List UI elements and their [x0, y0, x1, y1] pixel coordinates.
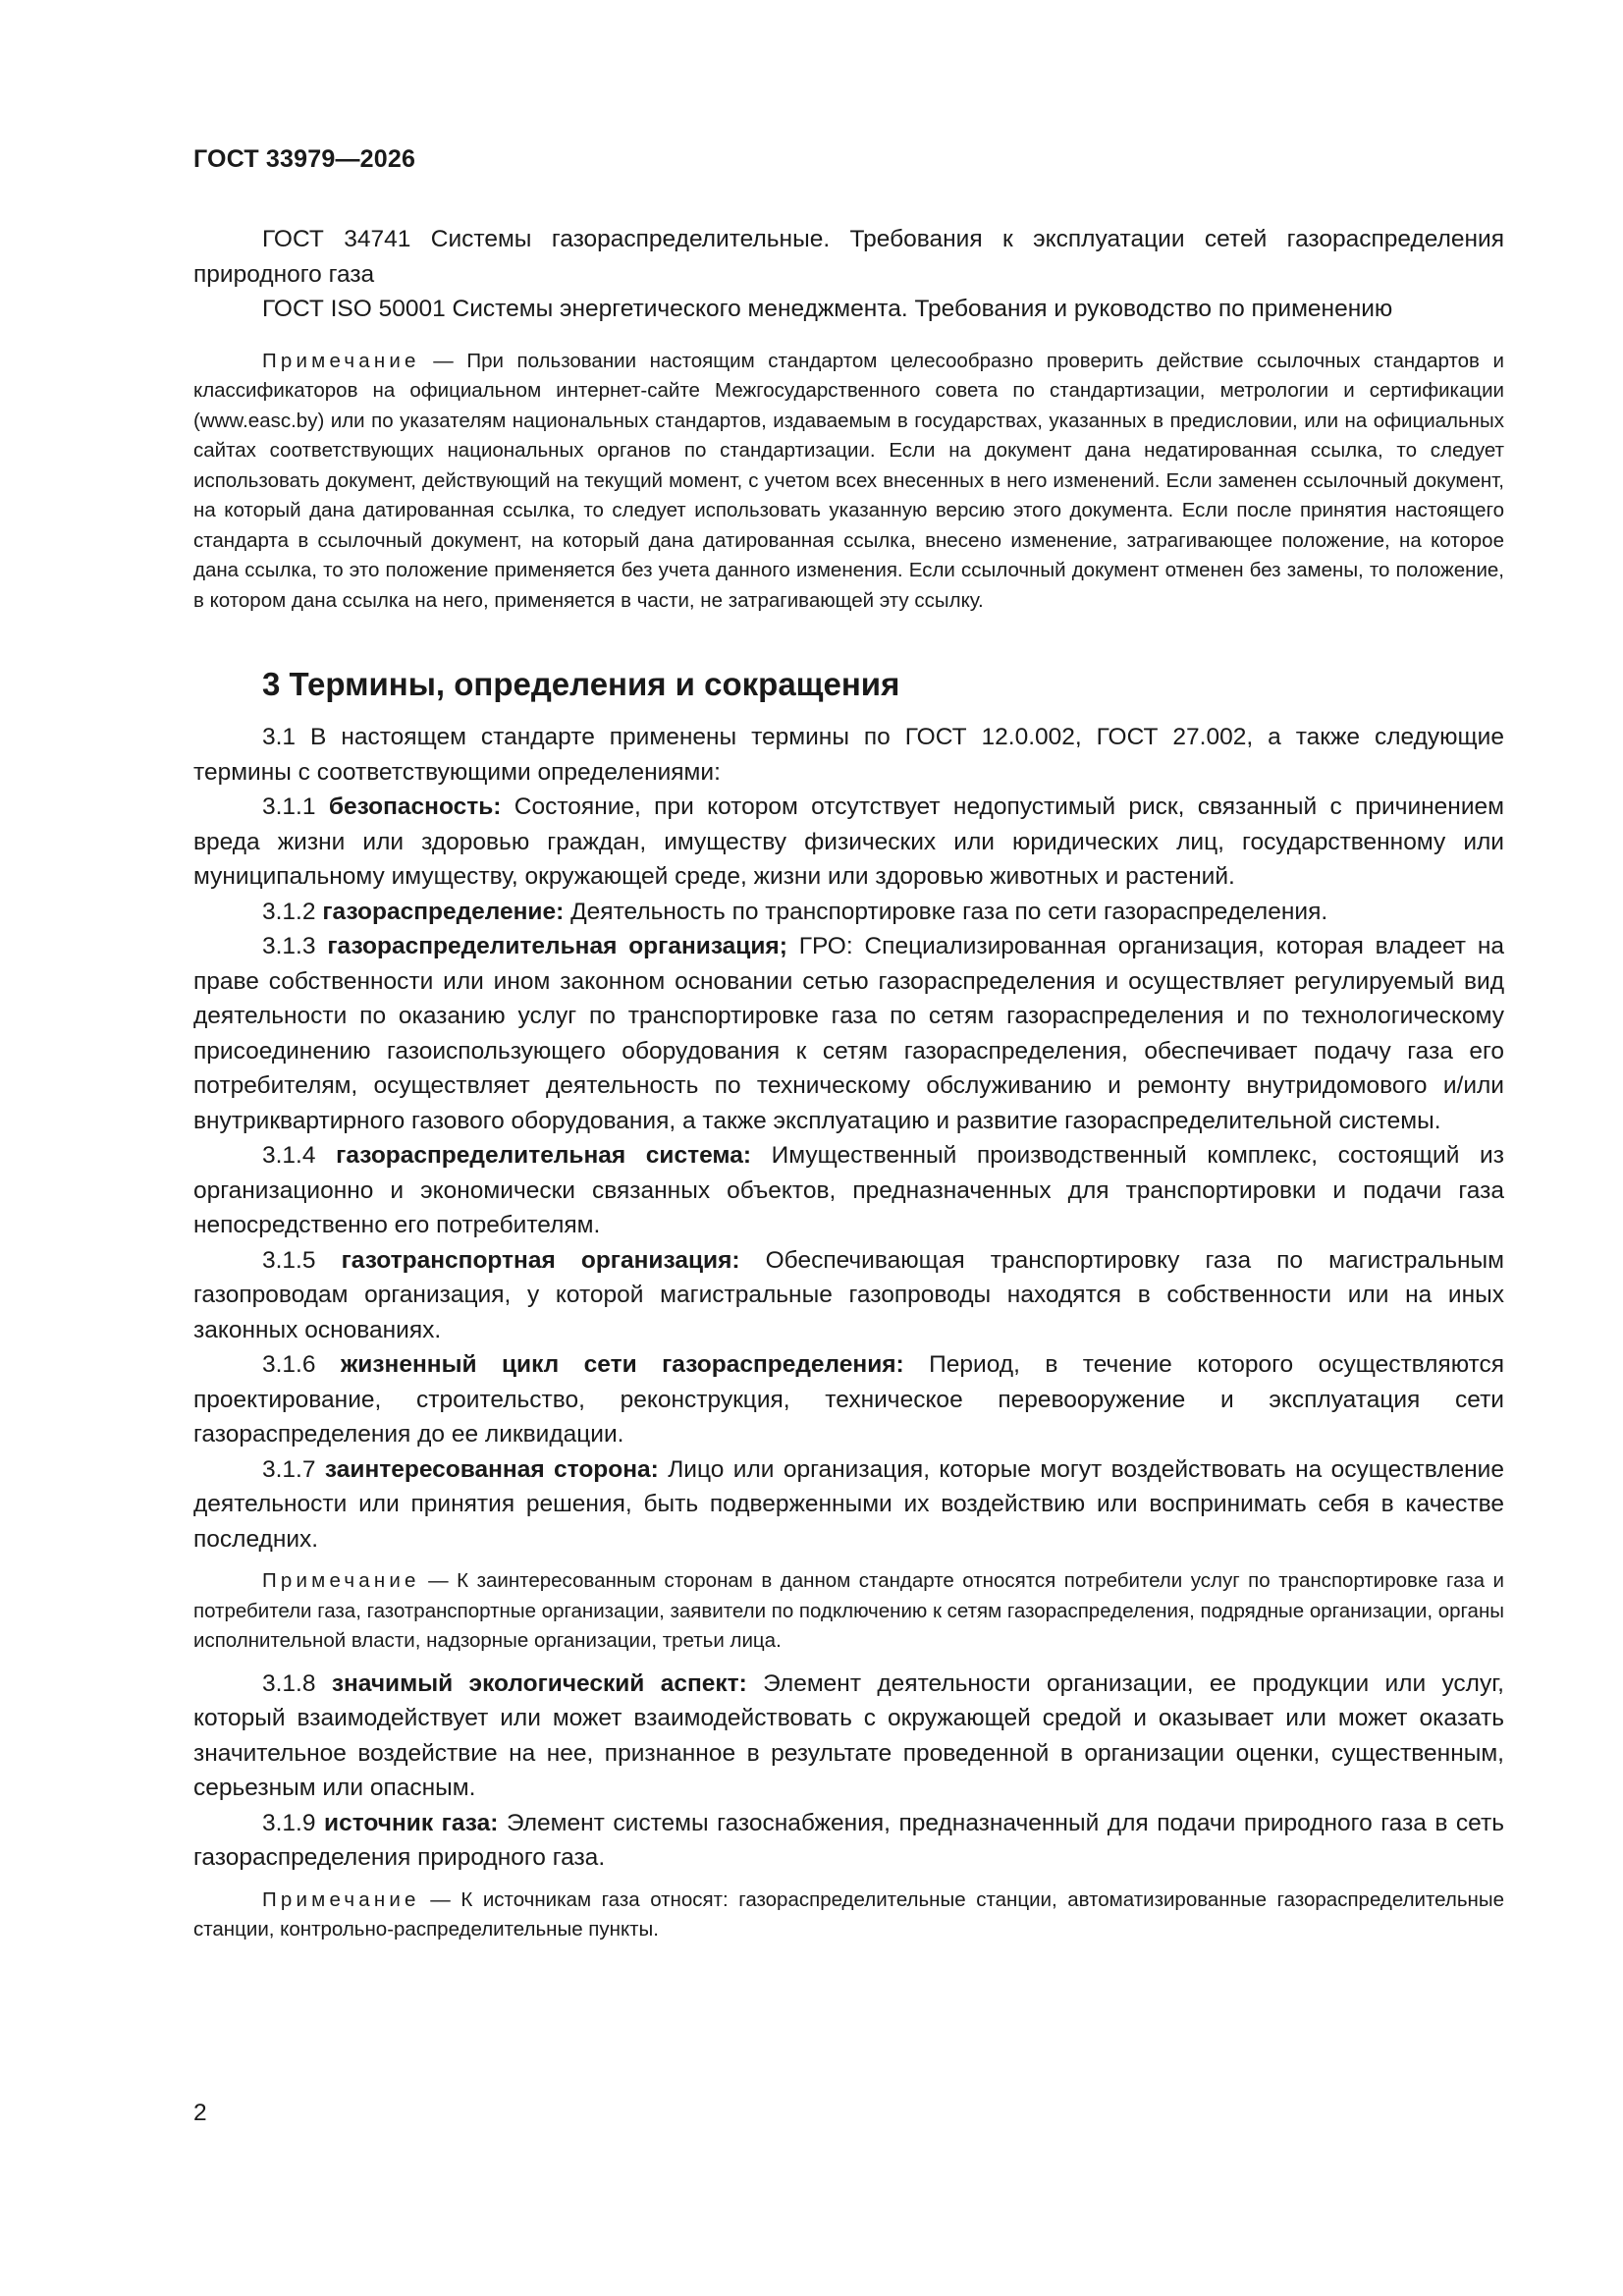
term-definition [193, 1138, 1504, 1243]
note-text: — К источникам газа относят: газораспределительные станции, автоматизированные газораспределительные станции, контрольно-распределительные пункты. [193, 1887, 1504, 1941]
term-name: газотранспортная организация: [341, 1246, 740, 1274]
term-text: ГРО: Специализированная организация, которая владеет на праве собственности или ином законном основании сетью газораспределения и осуществляет регулируемый вид деятельности по оказанию услуг по транспортировке газа по сетям газораспределения и по технологическому присоединению газоиспользующего оборудования к сетям газораспределения, обеспечивает подачу газа его потребителям, осуществляет деятельность по техническому обслуживанию и ремонту внутридомового и/или внутриквартирного газового оборудования, а также эксплуатацию и развитие газораспределительной системы. [193, 933, 1504, 1134]
term-definition [193, 1452, 1504, 1558]
page-number: 2 [193, 2100, 207, 2126]
term-note [193, 1566, 1504, 1657]
note-label: Примечание [262, 1887, 420, 1911]
term-number: 3.1.6 [262, 1351, 341, 1378]
section-title: 3 Термины, определения и сокращения [262, 666, 900, 702]
note-text: — К заинтересованным сторонам в данном стандарте относятся потребители услуг по транспортировке газа и потребители газа, газотранспортные организации, заявители по подключению к сетям газораспределения, подрядные организации, органы исполнительной власти, надзорные организации, третьи лица. [193, 1569, 1504, 1652]
term-name: газораспределительная организация; [327, 933, 787, 959]
term-number: 3.1.5 [262, 1246, 342, 1274]
page-content [193, 222, 1504, 1945]
term-definition [193, 1347, 1504, 1452]
term-number: 3.1.9 [262, 1809, 325, 1836]
term-text: Период, в течение которого осуществляются проектирование, строительство, реконструкция, техническое перевооружение и эксплуатация сети газораспределения до ее ликвидации. [193, 1351, 1505, 1448]
term-number: 3.1.1 [262, 793, 329, 820]
note-text: — При пользовании настоящим стандартом целесообразно проверить действие ссылочных стандартов и классификаторов на официальном интернет-сайте Межгосударственного совета по стандартизации, метрологии и сертификации (www.easc.by) или по указателям национальных стандартов, издаваемым в государствах, указанных в предисловии, или на официальных сайтах соответствующих национальных органов по стандартизации. Если на документ дана недатированная ссылка, то следует использовать документ, действующий на текущий момент, с учетом всех внесенных в него изменений. Если заменен ссылочный документ, на который дана датированная ссылка, то следует использовать указанную версию этого документа. Если после принятия настоящего стандарта в ссылочный документ, на который дана датированная ссылка, внесено изменение, затрагивающее положение, на которое дана ссылка, то это положение применяется без учета данного изменения. Если ссылочный документ отменен без замены, то положение, в котором дана ссылка на него, применяется в части, не затрагивающей эту ссылку. [193, 349, 1504, 612]
term-text: Обеспечивающая транспортировку газа по магистральным газопроводам организация, у которой магистральные газопроводы находятся в собственности или на иных законных основаниях. [193, 1246, 1504, 1343]
references-note [193, 347, 1504, 617]
term-number: 3.1.8 [262, 1669, 332, 1697]
term-text: Деятельность по транспортировке газа по сети газораспределения. [564, 898, 1328, 925]
term-text: Элемент системы газоснабжения, предназначенный для подачи природного газа в сеть газораспределения природного газа. [193, 1809, 1504, 1871]
term-text: Имущественный производственный комплекс, состоящий из организационно и экономически связанных объектов, предназначенных для транспортировки и подачи газа непосредственно его потребителям. [193, 1142, 1504, 1238]
term-definition [193, 790, 1504, 895]
term-text: Состояние, при котором отсутствует недопустимый риск, связанный с причинением вреда жизни или здоровью граждан, имуществу физических или юридических лиц, государственному или муниципальному имуществу, окружающей среде, жизни или здоровью животных и растений. [193, 793, 1504, 890]
term-name: безопасность: [328, 793, 502, 820]
term-number: 3.1.3 [262, 933, 328, 959]
term-number: 3.1.4 [262, 1142, 337, 1169]
term-definition [193, 1806, 1504, 1876]
term-definition [193, 895, 1504, 930]
reference-item: ГОСТ 34741 Системы газораспределительные. Требования к эксплуатации сетей газораспределения природного газа [193, 226, 1504, 288]
term-text: Лицо или организация, которые могут воздействовать на осуществление деятельности или принятия решения, быть подверженными их воздействию или воспринимать себя в качестве последних. [193, 1455, 1504, 1553]
reference-item: ГОСТ ISO 50001 Системы энергетического менеджмента. Требования и руководство по применению [262, 296, 1393, 322]
section-intro: 3.1 В настоящем стандарте применены термины по ГОСТ 12.0.002, ГОСТ 27.002, а также следующие термины с соответствующими определениями: [193, 724, 1504, 786]
term-number: 3.1.7 [262, 1455, 325, 1483]
term-name: газораспределение: [322, 898, 565, 925]
term-name: жизненный цикл сети газораспределения: [340, 1351, 904, 1378]
document-code-header: ГОСТ 33979—2026 [193, 145, 416, 173]
term-name: заинтересованная сторона: [324, 1455, 659, 1483]
note-label: Примечание [262, 1569, 420, 1592]
term-name: источник газа: [324, 1809, 499, 1836]
term-definition [193, 1667, 1504, 1806]
note-label: Примечание [262, 349, 420, 372]
term-definition [193, 1243, 1504, 1348]
term-text: Элемент деятельности организации, ее продукции или услуг, который взаимодействует или может взаимодействовать с окружающей средой и оказывает или может оказать значительное воздействие на нее, признанное в результате проведенной в организации оценки, существенным, серьезным или опасным. [193, 1669, 1504, 1801]
term-name: значимый экологический аспект: [331, 1669, 747, 1697]
term-number: 3.1.2 [262, 898, 323, 925]
term-note [193, 1886, 1504, 1945]
term-definition [193, 929, 1504, 1138]
term-name: газораспределительная система: [336, 1142, 751, 1169]
